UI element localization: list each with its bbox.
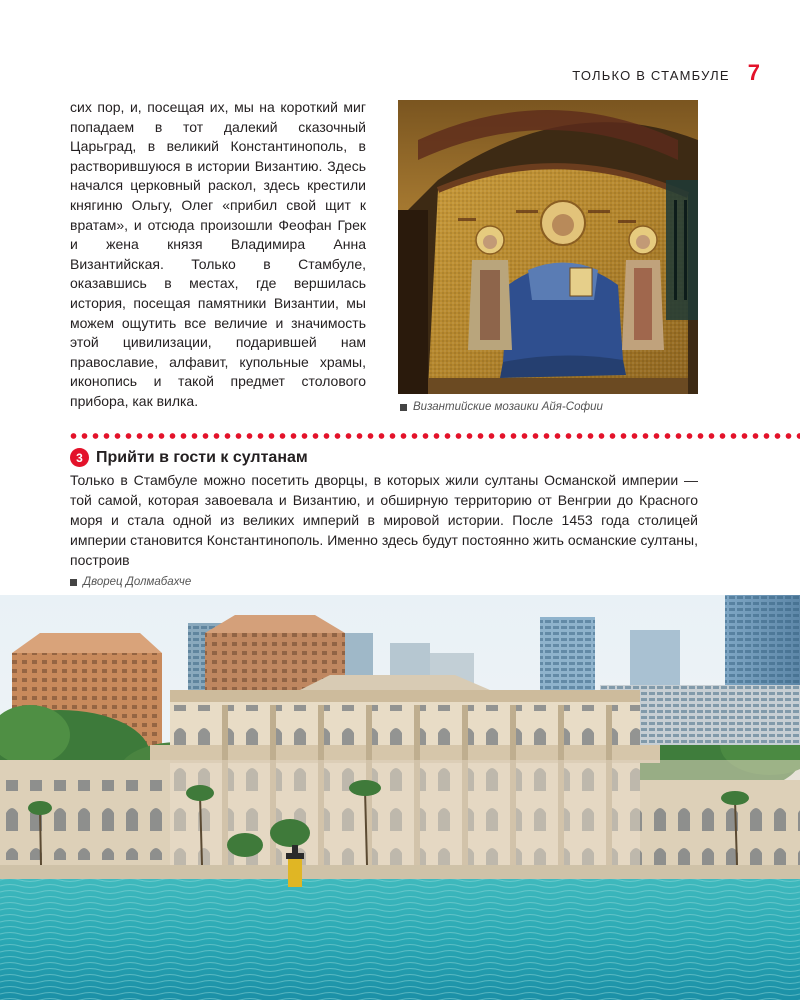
mosaic-caption-text: Византийские мозаики Айя-Софии xyxy=(413,401,603,413)
mosaic-photo xyxy=(398,100,698,394)
dotted-divider xyxy=(68,432,800,440)
intro-paragraph: сих пор, и, посещая их, мы на короткий миг попадаем в тот далекий сказочный Царьград, в великий Константинополь, в растворившуюся в истории Византию. Здесь начался церковный раскол, здесь крестили княгиню Ольгу, Олег «прибил свой щит к вратам», и отсюда произошли Феофан Грек и жена князя Владимира Анна Византийская. Только в Стамбуле, оказавшись в местах, где вершилась история, посещая памятники Византии, мы можем ощутить все величие и значимость этой цивилизации, подарившей нам православие, алфавит, купольные храмы, иконопись и такой предмет столового прибора, как вилка. xyxy=(70,99,366,409)
page-number: 7 xyxy=(747,60,760,85)
section-heading xyxy=(70,448,308,467)
square-bullet-icon xyxy=(70,579,77,586)
running-section-title: ТОЛЬКО В СТАМБУЛЕ xyxy=(572,68,730,83)
palace-caption xyxy=(70,576,191,588)
section-paragraph: Только в Стамбуле можно посетить дворцы, в которых жили султаны Османской империи — той самой, которая завоевала и Византию, и обширную территорию от Венгрии до Красного моря и стала одной из великих империй в мировой истории. После 1453 года столицей империи становится Константинополь. Именно здесь будут постоянно жить османские султаны, построив xyxy=(70,472,698,568)
numbered-circle-icon: 3 xyxy=(70,448,89,467)
section-heading-title: Прийти в гости к султанам xyxy=(96,448,308,466)
palace-caption-text: Дворец Долмабахче xyxy=(83,576,192,588)
mosaic-caption xyxy=(400,401,603,413)
square-bullet-icon xyxy=(400,404,407,411)
palace-photo xyxy=(0,595,800,1000)
running-header xyxy=(572,60,760,86)
